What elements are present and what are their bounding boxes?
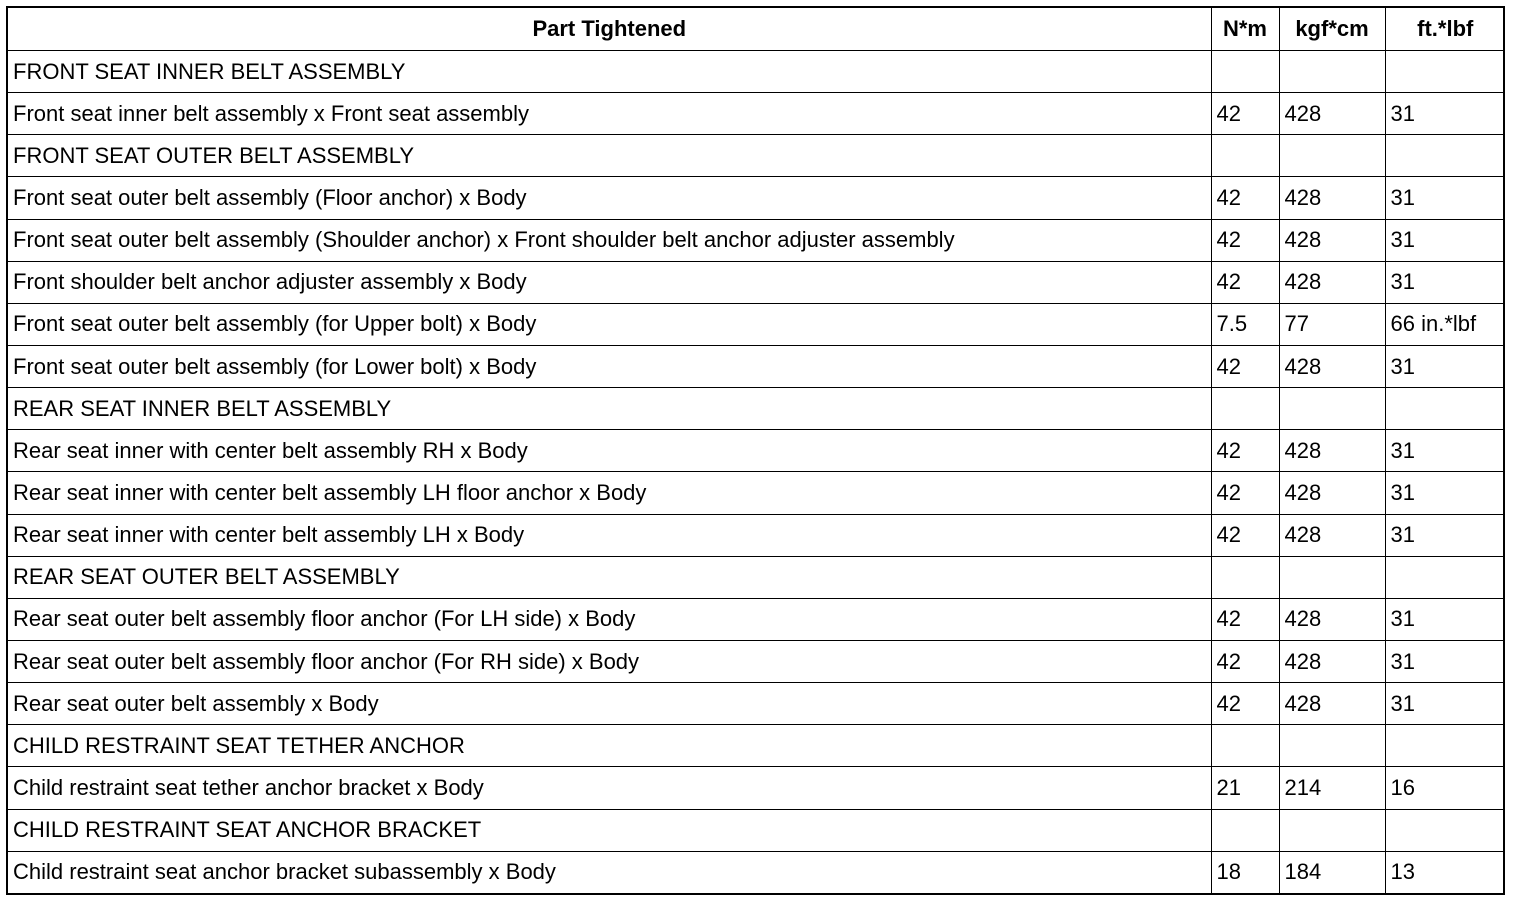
part-cell: FRONT SEAT OUTER BELT ASSEMBLY	[8, 135, 1211, 177]
nm-cell: 42	[1211, 683, 1279, 725]
ft-cell: 66 in.*lbf	[1385, 303, 1505, 345]
table-row	[8, 683, 1505, 725]
ft-cell: 31	[1385, 514, 1505, 556]
kgf-cell: 428	[1279, 683, 1385, 725]
table-row	[8, 725, 1505, 767]
part-cell: Rear seat inner with center belt assembly LH x Body	[8, 514, 1211, 556]
nm-cell	[1211, 725, 1279, 767]
nm-cell: 42	[1211, 640, 1279, 682]
nm-cell	[1211, 809, 1279, 851]
table-row	[8, 598, 1505, 640]
torque-table	[8, 8, 1505, 893]
ft-cell	[1385, 135, 1505, 177]
table-header-row	[8, 8, 1505, 51]
nm-cell: 42	[1211, 177, 1279, 219]
nm-cell: 18	[1211, 851, 1279, 893]
table-row	[8, 345, 1505, 387]
part-cell: REAR SEAT INNER BELT ASSEMBLY	[8, 388, 1211, 430]
kgf-cell	[1279, 51, 1385, 93]
part-cell: FRONT SEAT INNER BELT ASSEMBLY	[8, 51, 1211, 93]
ft-cell: 31	[1385, 683, 1505, 725]
table-row	[8, 135, 1505, 177]
torque-spec-table	[6, 6, 1505, 895]
part-cell: CHILD RESTRAINT SEAT ANCHOR BRACKET	[8, 809, 1211, 851]
kgf-cell	[1279, 725, 1385, 767]
nm-cell	[1211, 135, 1279, 177]
part-cell: Front seat inner belt assembly x Front seat assembly	[8, 93, 1211, 135]
header-ft-lbf: ft.*lbf	[1385, 8, 1505, 51]
kgf-cell: 428	[1279, 514, 1385, 556]
nm-cell: 42	[1211, 598, 1279, 640]
ft-cell	[1385, 388, 1505, 430]
ft-cell: 31	[1385, 430, 1505, 472]
kgf-cell	[1279, 135, 1385, 177]
kgf-cell: 77	[1279, 303, 1385, 345]
part-cell: CHILD RESTRAINT SEAT TETHER ANCHOR	[8, 725, 1211, 767]
kgf-cell: 428	[1279, 598, 1385, 640]
nm-cell: 42	[1211, 345, 1279, 387]
table-row	[8, 219, 1505, 261]
ft-cell: 31	[1385, 640, 1505, 682]
nm-cell	[1211, 51, 1279, 93]
nm-cell: 42	[1211, 472, 1279, 514]
kgf-cell: 428	[1279, 219, 1385, 261]
part-cell: Front shoulder belt anchor adjuster assembly x Body	[8, 261, 1211, 303]
kgf-cell: 428	[1279, 177, 1385, 219]
kgf-cell: 428	[1279, 472, 1385, 514]
ft-cell: 31	[1385, 598, 1505, 640]
kgf-cell: 428	[1279, 430, 1385, 472]
part-cell: Rear seat inner with center belt assembly LH floor anchor x Body	[8, 472, 1211, 514]
part-cell: Child restraint seat anchor bracket subassembly x Body	[8, 851, 1211, 893]
kgf-cell: 428	[1279, 345, 1385, 387]
ft-cell: 13	[1385, 851, 1505, 893]
table-row	[8, 303, 1505, 345]
ft-cell: 31	[1385, 345, 1505, 387]
ft-cell	[1385, 51, 1505, 93]
nm-cell: 7.5	[1211, 303, 1279, 345]
ft-cell: 16	[1385, 767, 1505, 809]
kgf-cell: 184	[1279, 851, 1385, 893]
nm-cell: 21	[1211, 767, 1279, 809]
kgf-cell	[1279, 388, 1385, 430]
ft-cell: 31	[1385, 219, 1505, 261]
nm-cell: 42	[1211, 219, 1279, 261]
table-row	[8, 51, 1505, 93]
table-row	[8, 261, 1505, 303]
nm-cell: 42	[1211, 261, 1279, 303]
header-nm: N*m	[1211, 8, 1279, 51]
part-cell: Front seat outer belt assembly (Floor anchor) x Body	[8, 177, 1211, 219]
part-cell: Child restraint seat tether anchor bracket x Body	[8, 767, 1211, 809]
ft-cell: 31	[1385, 472, 1505, 514]
kgf-cell	[1279, 809, 1385, 851]
nm-cell: 42	[1211, 430, 1279, 472]
table-row	[8, 177, 1505, 219]
header-kgf-cm: kgf*cm	[1279, 8, 1385, 51]
kgf-cell: 428	[1279, 261, 1385, 303]
table-row	[8, 514, 1505, 556]
part-cell: Rear seat outer belt assembly floor anchor (For LH side) x Body	[8, 598, 1211, 640]
header-part-tightened: Part Tightened	[8, 8, 1211, 51]
kgf-cell	[1279, 556, 1385, 598]
part-cell: Rear seat outer belt assembly x Body	[8, 683, 1211, 725]
table-row	[8, 472, 1505, 514]
table-row	[8, 640, 1505, 682]
kgf-cell: 214	[1279, 767, 1385, 809]
part-cell: Rear seat inner with center belt assembly RH x Body	[8, 430, 1211, 472]
table-row	[8, 851, 1505, 893]
nm-cell	[1211, 556, 1279, 598]
table-row	[8, 388, 1505, 430]
ft-cell: 31	[1385, 177, 1505, 219]
table-body	[8, 51, 1505, 894]
part-cell: Rear seat outer belt assembly floor anchor (For RH side) x Body	[8, 640, 1211, 682]
ft-cell: 31	[1385, 261, 1505, 303]
nm-cell	[1211, 388, 1279, 430]
part-cell: Front seat outer belt assembly (for Upper bolt) x Body	[8, 303, 1211, 345]
table-row	[8, 93, 1505, 135]
ft-cell	[1385, 725, 1505, 767]
part-cell: Front seat outer belt assembly (for Lower bolt) x Body	[8, 345, 1211, 387]
nm-cell: 42	[1211, 93, 1279, 135]
kgf-cell: 428	[1279, 93, 1385, 135]
ft-cell: 31	[1385, 93, 1505, 135]
nm-cell: 42	[1211, 514, 1279, 556]
table-row	[8, 556, 1505, 598]
table-row	[8, 767, 1505, 809]
kgf-cell: 428	[1279, 640, 1385, 682]
ft-cell	[1385, 809, 1505, 851]
part-cell: Front seat outer belt assembly (Shoulder anchor) x Front shoulder belt anchor adjuster assembly	[8, 219, 1211, 261]
table-row	[8, 430, 1505, 472]
part-cell: REAR SEAT OUTER BELT ASSEMBLY	[8, 556, 1211, 598]
table-row	[8, 809, 1505, 851]
ft-cell	[1385, 556, 1505, 598]
